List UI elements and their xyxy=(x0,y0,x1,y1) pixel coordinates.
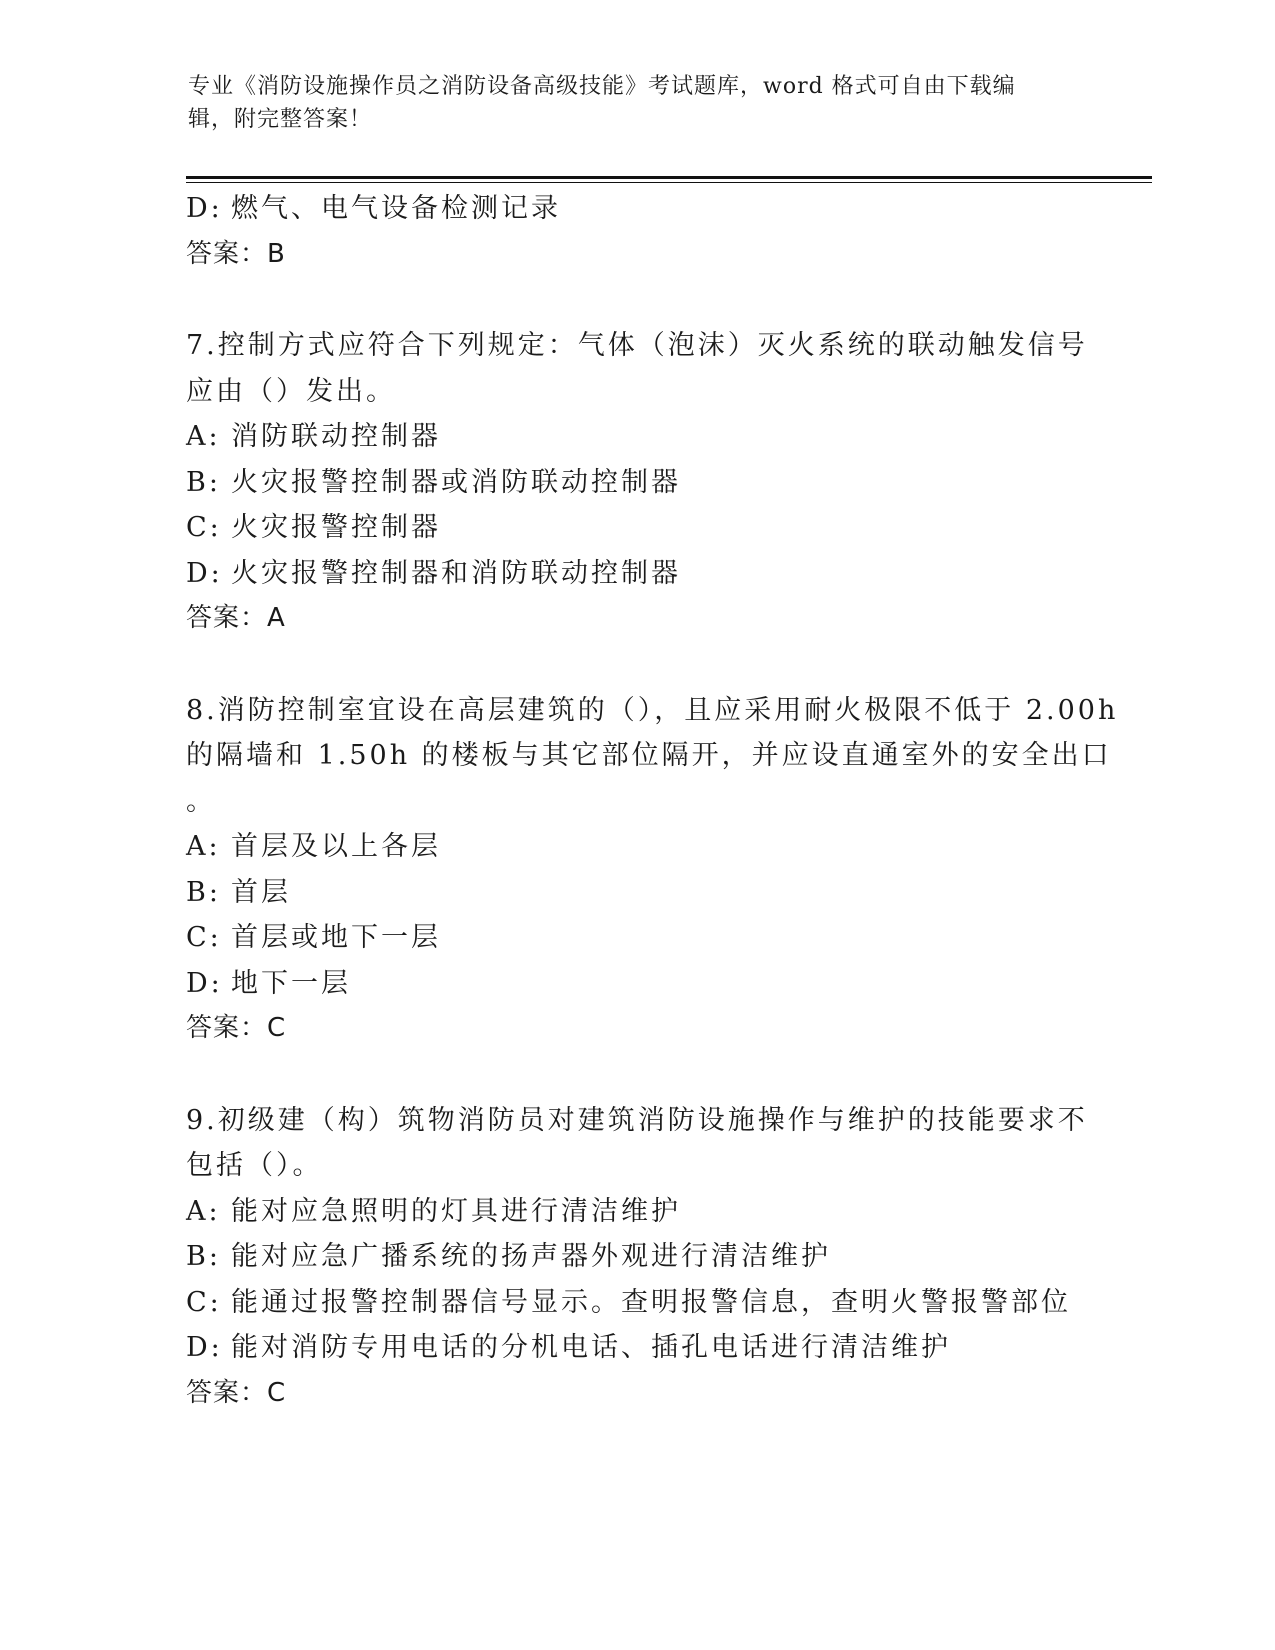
option-key: D: xyxy=(186,193,223,224)
question-stem-line: 8.消防控制室宜设在高层建筑的（），且应采用耐火极限不低于 2.00h xyxy=(186,694,1119,726)
question-stem-line: 7.控制方式应符合下列规定：气体（泡沫）灭火系统的联动触发信号 xyxy=(186,330,1088,361)
option-key: B: xyxy=(186,1241,221,1272)
option-b xyxy=(186,460,1096,506)
option-c xyxy=(186,1280,1096,1326)
option-d xyxy=(186,961,1096,1007)
option-text: 地下一层 xyxy=(231,967,351,999)
question-stem-line: 。 xyxy=(186,785,216,817)
option-key: A: xyxy=(186,421,221,452)
option-d xyxy=(186,551,1096,597)
question-list xyxy=(186,186,1119,1416)
option-key: D: xyxy=(186,1332,223,1363)
option-key: C: xyxy=(186,512,222,543)
document-header xyxy=(188,70,1068,136)
option-a xyxy=(186,414,1096,460)
option-text: 能通过报警控制器信号显示。查明报警信息，查明火警报警部位 xyxy=(231,1286,1071,1318)
header-rule-thick xyxy=(186,176,1152,179)
option-text: 能对应急广播系统的扬声器外观进行清洁维护 xyxy=(231,1241,831,1272)
option-key: D: xyxy=(186,557,223,589)
option-text: 火灾报警控制器或消防联动控制器 xyxy=(231,466,681,498)
header-rule-thin xyxy=(186,182,1152,183)
question-stem-line: 包括（）。 xyxy=(186,1150,323,1181)
option-key: D: xyxy=(186,967,223,999)
option-c xyxy=(186,915,1096,961)
header-line-1: 专业《消防设施操作员之消防设备高级技能》考试题库，word 格式可自由下载编 xyxy=(188,74,1016,99)
option-a xyxy=(186,1189,1096,1235)
answer: 答案：C xyxy=(186,1377,287,1408)
option-c xyxy=(186,505,1096,551)
option-text: 能对应急照明的灯具进行清洁维护 xyxy=(231,1195,681,1227)
option-key: B: xyxy=(186,876,221,908)
option-text: 首层或地下一层 xyxy=(231,922,441,953)
option-d xyxy=(186,1325,1096,1371)
option-text: 消防联动控制器 xyxy=(231,421,441,452)
option-prev-d xyxy=(186,186,1096,232)
question-stem-line: 应由（）发出。 xyxy=(186,375,396,407)
question-stem-line: 的隔墙和 1.50h 的楼板与其它部位隔开，并应设直通室外的安全出口 xyxy=(186,740,1112,771)
option-text: 火灾报警控制器和消防联动控制器 xyxy=(231,557,681,589)
option-key: A: xyxy=(186,831,221,862)
option-text: 首层及以上各层 xyxy=(231,831,441,862)
question-9 xyxy=(186,1098,1096,1417)
option-b xyxy=(186,1234,1096,1280)
answer: 答案：A xyxy=(186,603,286,633)
option-b xyxy=(186,870,1096,916)
answer: 答案：C xyxy=(186,1013,287,1043)
option-key: C: xyxy=(186,1286,222,1318)
question-7 xyxy=(186,323,1096,642)
header-line-2: 辑，附完整答案！ xyxy=(188,107,373,132)
question-8 xyxy=(186,688,1119,1052)
option-text: 燃气、电气设备检测记录 xyxy=(231,193,561,224)
option-key: B: xyxy=(186,466,221,498)
option-key: A: xyxy=(186,1195,221,1227)
option-text: 能对消防专用电话的分机电话、插孔电话进行清洁维护 xyxy=(231,1332,951,1363)
answer-prev: 答案：B xyxy=(186,238,286,269)
option-text: 火灾报警控制器 xyxy=(231,512,441,543)
option-a xyxy=(186,824,1096,870)
option-key: C: xyxy=(186,922,222,953)
option-text: 首层 xyxy=(231,876,291,908)
question-stem-line: 9.初级建（构）筑物消防员对建筑消防设施操作与维护的技能要求不 xyxy=(186,1104,1088,1136)
